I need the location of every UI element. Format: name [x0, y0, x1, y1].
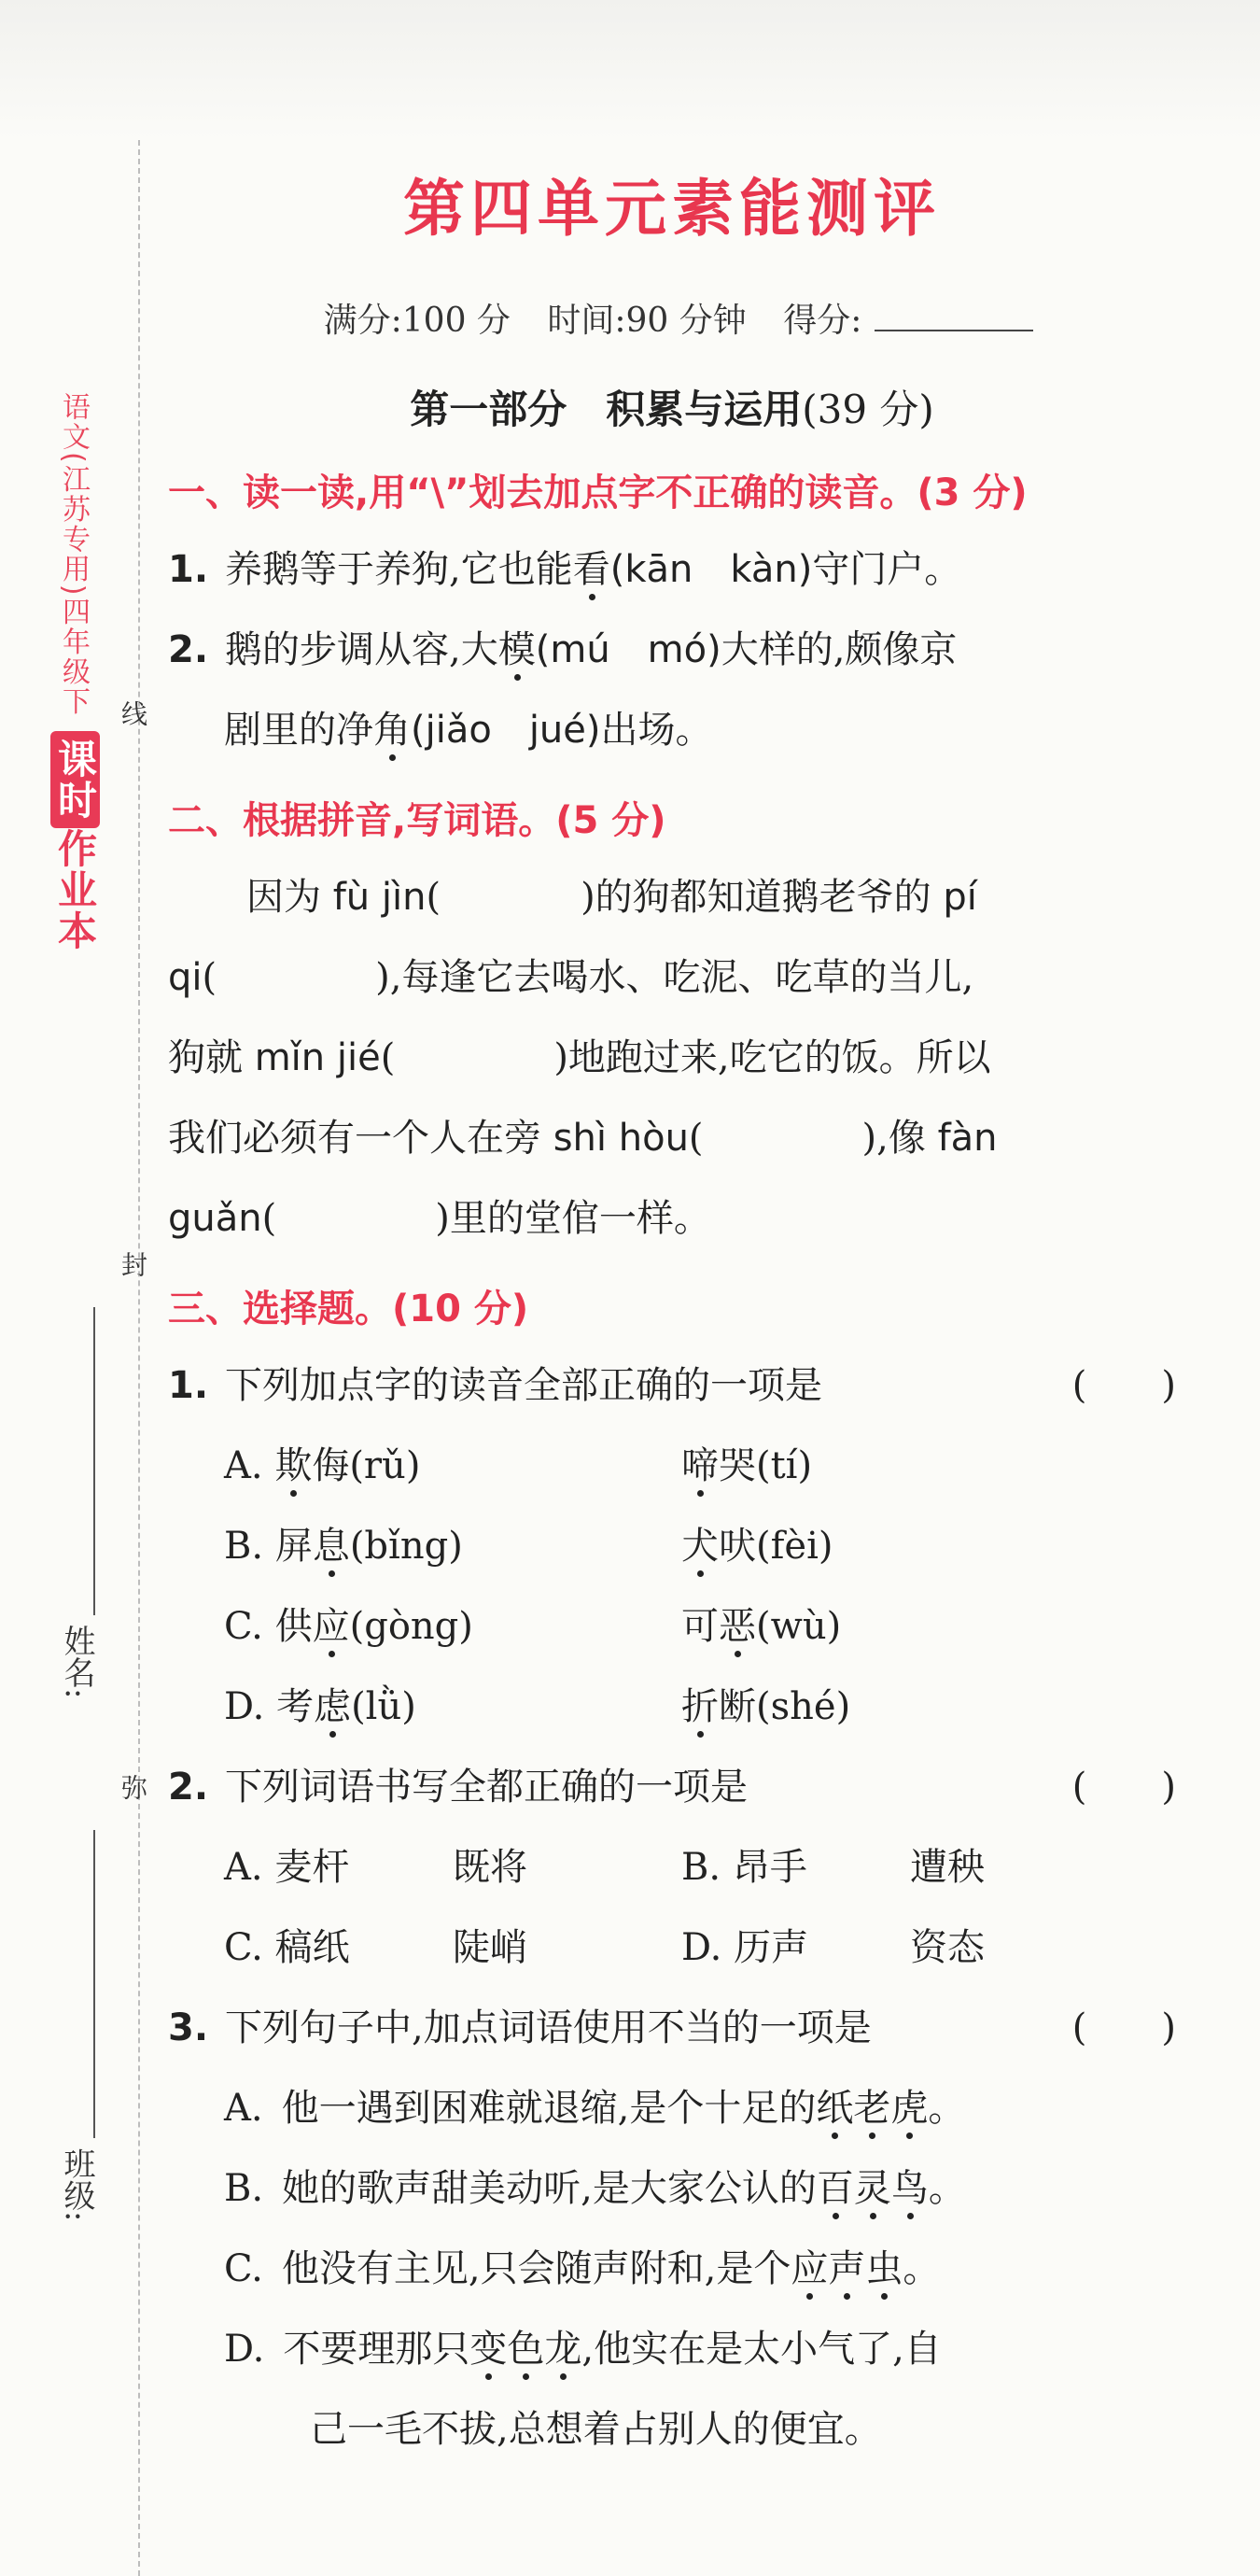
s3-question-1 — [168, 1345, 1176, 1426]
s3-q1-row-a — [168, 1426, 1176, 1506]
dotted-char: 虫 — [865, 2247, 903, 2290]
option-d[interactable] — [224, 1667, 681, 1747]
section-2-heading: 二、根据拼音,写词语。(5 分) — [168, 799, 666, 842]
text: 可 — [681, 1605, 719, 1648]
text: 鹅的步调从容,大 — [225, 628, 498, 671]
page-title: 第四单元素能测评 — [403, 172, 941, 245]
text: 他没有主见,只会随声附和,是个 — [281, 2247, 791, 2290]
brand-logo — [47, 731, 103, 951]
brand-logo-box: 课时 — [50, 731, 100, 828]
text: 大样的,颇像京 — [721, 628, 958, 671]
option-a-2 — [681, 1426, 1139, 1506]
text: 不要理那只 — [283, 2328, 470, 2371]
pinyin: mǐn jié — [254, 1036, 381, 1079]
dotted-char: 欺 — [274, 1444, 313, 1487]
option-d-2 — [681, 1667, 1139, 1747]
pinyin-options[interactable]: (jiǎo jué) — [411, 709, 601, 752]
question-stem: 下列加点字的读音全部正确的一项是 — [225, 1364, 823, 1407]
text: 哭(tí) — [719, 1444, 813, 1487]
score-blank[interactable] — [875, 330, 1033, 331]
question-number: 2. — [168, 1766, 209, 1809]
option-a[interactable] — [168, 2068, 1176, 2148]
text: (bǐng) — [349, 1525, 463, 1568]
s3-question-3 — [168, 1988, 1176, 2068]
text: ,他实在是太小气了,自 — [581, 2328, 942, 2371]
s3-q1-row-d — [168, 1667, 1176, 1747]
option-c[interactable] — [224, 1586, 681, 1667]
answer-blank[interactable] — [217, 980, 375, 990]
dotted-char: 看 — [572, 548, 610, 591]
dotted-char: 虑 — [314, 1685, 352, 1728]
pinyin: qi — [168, 956, 203, 999]
answer-blank[interactable] — [276, 1221, 435, 1231]
margin-word-feng: 封 — [118, 1251, 148, 1277]
margin-word-xian: 线 — [118, 700, 148, 726]
text: ( — [202, 956, 217, 999]
option-a[interactable]: A. 麦杆 — [224, 1846, 350, 1889]
dotted-char: 角 — [373, 709, 411, 752]
text: 养鹅等于养狗,它也能 — [225, 548, 573, 591]
part-heading — [168, 379, 1176, 435]
text: ( — [380, 1036, 396, 1079]
worksheet-content — [168, 159, 1176, 2470]
page-top-strip — [0, 0, 1260, 140]
dotted-char: 应 — [791, 2247, 829, 2290]
text: (gòng) — [349, 1605, 473, 1648]
text: 断(shé) — [719, 1685, 851, 1728]
text: 考 — [276, 1685, 315, 1728]
text: 因为 — [246, 876, 333, 919]
dotted-char: 灵 — [853, 2167, 891, 2210]
binding-cut-line — [138, 140, 140, 2576]
exam-meta — [168, 294, 1176, 342]
pinyin: shì hòu — [553, 1117, 689, 1160]
s3-question-2 — [168, 1747, 1176, 1827]
option-d-word-2: 资态 — [910, 1926, 985, 1969]
option-letter: C. — [224, 1605, 263, 1648]
dotted-char: 百 — [816, 2167, 854, 2210]
text: 。 — [928, 2167, 966, 2210]
s2-line-1 — [168, 857, 1176, 937]
text: 出场。 — [600, 709, 713, 752]
question-stem: 下列句子中,加点词语使用不当的一项是 — [225, 2006, 872, 2049]
text: 吠(fèi) — [719, 1525, 833, 1568]
brand-vertical — [47, 392, 112, 951]
option-b[interactable]: B. 昂手 — [681, 1846, 807, 1889]
class-blank[interactable] — [93, 1830, 95, 2138]
text: 守门户。 — [812, 548, 962, 591]
option-letter: A. — [224, 1444, 263, 1487]
dotted-char: 应 — [312, 1605, 350, 1648]
option-letter: D. — [224, 2328, 265, 2371]
option-b[interactable] — [168, 2148, 1176, 2229]
option-c[interactable] — [168, 2229, 1176, 2309]
text: 侮(rǔ) — [312, 1444, 421, 1487]
answer-blank[interactable] — [704, 1141, 862, 1150]
pinyin: pí — [943, 876, 977, 919]
score-label: 得分: — [783, 302, 862, 340]
text: 屏 — [274, 1525, 313, 1568]
option-b-2 — [681, 1506, 1139, 1586]
option-d-cont: 己一毛不拔,总想着占别人的便宜。 — [310, 2408, 882, 2451]
s1-question-1 — [168, 529, 1176, 610]
answer-blank[interactable] — [395, 1061, 553, 1070]
text: (wù) — [756, 1605, 842, 1648]
option-letter: B. — [224, 2167, 264, 2210]
s2-line-3 — [168, 1018, 1176, 1098]
s3-q1-row-c — [168, 1586, 1176, 1667]
dotted-char: 鸟 — [890, 2167, 929, 2210]
dotted-char: 啼 — [681, 1444, 719, 1487]
text: 他一遇到困难就退缩,是个十足的 — [281, 2087, 817, 2130]
pinyin-options[interactable]: (kān kàn) — [609, 548, 813, 591]
part-points: (39 分) — [802, 387, 934, 432]
text: ( — [426, 876, 441, 919]
part-title: 第一部分 积累与运用 — [410, 387, 803, 432]
pinyin: fù jìn — [332, 876, 427, 919]
option-d[interactable] — [168, 2309, 1176, 2389]
s3-q2-row-1 — [168, 1827, 1176, 1907]
dotted-char: 色 — [507, 2328, 545, 2371]
text: )里的堂倌一样。 — [435, 1197, 711, 1240]
dotted-char: 龙 — [544, 2328, 582, 2371]
question-number: 1. — [168, 1364, 209, 1407]
text: (lǜ) — [351, 1685, 416, 1728]
text: ( — [261, 1197, 277, 1240]
dotted-char: 折 — [681, 1685, 719, 1728]
brand-series: 语文(江苏专用)四年级下 — [57, 392, 90, 717]
text: ),每逢它去喝水、吃泥、吃草的当儿, — [375, 956, 974, 999]
time-limit: 时间:90 分钟 — [547, 302, 747, 340]
option-c[interactable]: C. 稿纸 — [224, 1926, 350, 1969]
option-b-word-2: 遭秧 — [910, 1846, 985, 1889]
dotted-char: 息 — [312, 1525, 350, 1568]
option-a-word-2: 既将 — [453, 1846, 527, 1889]
option-letter: B. — [224, 1525, 264, 1568]
option-d[interactable]: D. 历声 — [681, 1926, 809, 1969]
s3-q2-row-2 — [168, 1907, 1176, 1988]
option-c-word-2: 陡峭 — [453, 1926, 527, 1969]
brand-logo-text: 作业本 — [52, 828, 98, 952]
s2-line-2 — [168, 937, 1176, 1018]
pinyin: guǎn — [168, 1197, 262, 1240]
dotted-char: 恶 — [719, 1605, 756, 1648]
text: 。 — [928, 2087, 966, 2130]
option-letter: D. — [224, 1685, 265, 1728]
text: )地跑过来,吃它的饭。所以 — [553, 1036, 991, 1079]
answer-blank[interactable] — [441, 900, 581, 909]
option-letter: A. — [224, 2087, 263, 2130]
answer-bracket[interactable]: ( ) — [1071, 2006, 1176, 2049]
text: 剧里的净 — [224, 709, 373, 752]
option-a[interactable] — [224, 1426, 681, 1506]
section-3-heading: 三、选择题。(10 分) — [168, 1288, 529, 1330]
pinyin: fàn — [937, 1117, 998, 1160]
name-blank[interactable] — [93, 1307, 95, 1615]
margin-word-mi: 弥 — [118, 1774, 148, 1800]
question-stem: 下列词语书写全都正确的一项是 — [225, 1766, 749, 1809]
question-number: 1. — [168, 548, 209, 591]
s3-q1-row-b — [168, 1506, 1176, 1586]
text: 我们必须有一个人在旁 — [168, 1117, 553, 1160]
s1-question-2-cont — [168, 690, 1176, 770]
full-score: 满分:100 分 — [323, 302, 511, 340]
class-label: 班级: — [58, 2147, 95, 2222]
s2-line-5 — [168, 1178, 1176, 1259]
text: 供 — [274, 1605, 313, 1648]
section-1-heading: 一、读一读,用“\”划去加点字不正确的读音。(3 分) — [168, 472, 1028, 514]
text: ( — [688, 1117, 704, 1160]
s2-line-4 — [168, 1098, 1176, 1178]
dotted-char: 老 — [853, 2087, 891, 2130]
dotted-char: 犬 — [681, 1525, 719, 1568]
option-c-2 — [681, 1586, 1139, 1667]
text: 她的歌声甜美动听,是大家公认的 — [282, 2167, 817, 2210]
text: )的狗都知道鹅老爷的 — [581, 876, 944, 919]
dotted-char: 模 — [497, 628, 536, 671]
answer-bracket[interactable]: ( ) — [1071, 1364, 1176, 1407]
answer-bracket[interactable]: ( ) — [1071, 1766, 1176, 1809]
pinyin-options[interactable]: (mú mó) — [535, 628, 721, 671]
dotted-char: 变 — [469, 2328, 508, 2371]
question-number: 2. — [168, 628, 209, 671]
dotted-char: 虎 — [890, 2087, 929, 2130]
option-letter: C. — [224, 2247, 263, 2290]
text: 。 — [903, 2247, 941, 2290]
option-b[interactable] — [224, 1506, 681, 1586]
question-number: 3. — [168, 2006, 209, 2049]
dotted-char: 声 — [828, 2247, 866, 2290]
s1-question-2 — [168, 610, 1176, 690]
dotted-char: 纸 — [816, 2087, 854, 2130]
text: ),像 — [861, 1117, 938, 1160]
name-label: 姓名: — [58, 1625, 95, 1699]
text: 狗就 — [168, 1036, 255, 1079]
